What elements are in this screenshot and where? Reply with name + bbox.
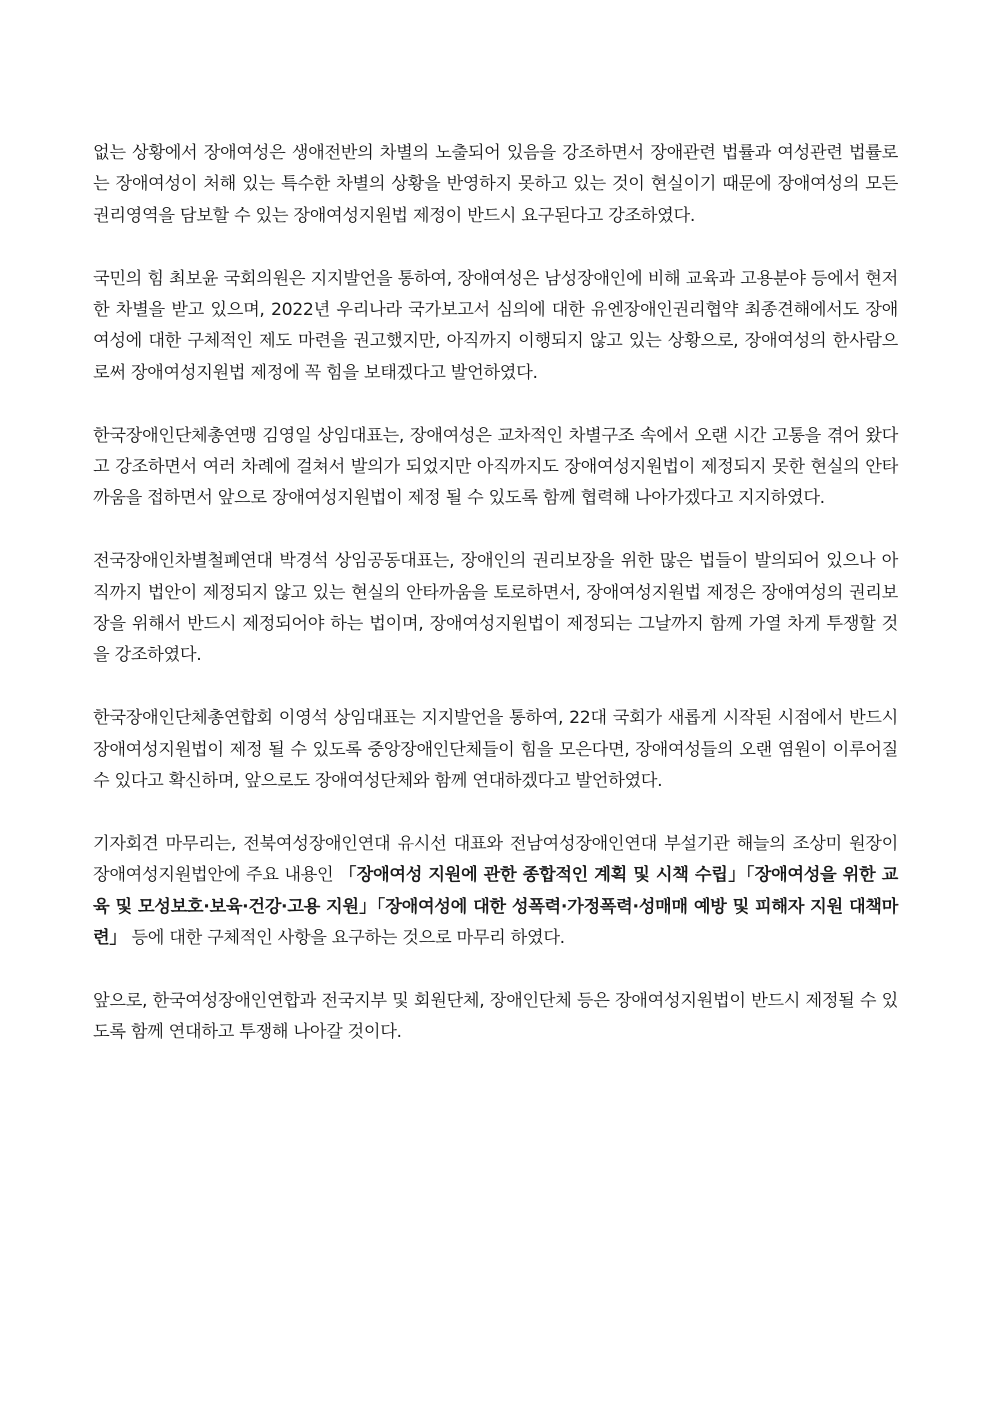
closing-text-post: 등에 대한 구체적인 사항을 요구하는 것으로 마무리 하였다. (126, 928, 565, 949)
paragraph-kim-youngil: 한국장애인단체총연맹 김영일 상임대표는, 장애여성은 교차적인 차별구조 속에서 오랜 시간 고통을 겪어 왔다고 강조하면서 여러 차례에 걸쳐서 발의가 되었지만 아직까지도 장애여성지원법이 제정되지 못한 현실의 안타까움을 접하면서 앞으로 장애여성지원법이 제정 될 수 있도록 함께 협력해 나아가겠다고 지지하였다. (93, 425, 898, 509)
paragraph-closing-remarks (93, 829, 898, 955)
paragraph-choi-boyun: 국민의 힘 최보윤 국회의원은 지지발언을 통하여, 장애여성은 남성장애인에 비해 교육과 고용분야 등에서 현저한 차별을 받고 있으며, 2022년 우리나라 국가보고서 심의에 대한 유엔장애인권리협약 최종견해에서도 장애여성에 대한 구체적인 제도 마련을 권고했지만, 아직까지 이행되지 않고 있는 상황으로, 장애여성의 한사람으로써 장애여성지원법 제정에 꼭 힘을 보태겠다고 발언하였다. (93, 268, 898, 383)
closing-text-pre: 기자회견 마무리는, 전북여성장애인연대 유시선 대표와 전남여성장애인연대 부설기관 해늘의 조상미 원장이 장애여성지원법안에 주요 내용인 (93, 833, 898, 886)
paragraph-future-plan: 앞으로, 한국여성장애인연합과 전국지부 및 회원단체, 장애인단체 등은 장애여성지원법이 반드시 제정될 수 있도록 함께 연대하고 투쟁해 나아갈 것이다. (93, 990, 898, 1043)
closing-text-bold-items: 「장애여성 지원에 관한 종합적인 계획 및 시책 수립」「장애여성을 위한 교육 및 모성보호·보육·건강·고용 지원」「장애여성에 대한 성폭력·가정폭력·성매매 예방 및 피해자 지원 대책마련」 (93, 865, 898, 949)
paragraph-intro-continuation: 없는 상황에서 장애여성은 생애전반의 차별의 노출되어 있음을 강조하면서 장애관련 법률과 여성관련 법률로는 장애여성이 처해 있는 특수한 차별의 상황을 반영하지 못하고 있는 것이 현실이기 때문에 장애여성의 모든 권리영역을 담보할 수 있는 장애여성지원법 제정이 반드시 요구된다고 강조하였다. (93, 143, 898, 226)
document-body (93, 138, 898, 1049)
paragraph-lee-youngseok: 한국장애인단체총연합회 이영석 상임대표는 지지발언을 통하여, 22대 국회가 새롭게 시작된 시점에서 반드시 장애여성지원법이 제정 될 수 있도록 중앙장애인단체들이 힘을 모은다면, 장애여성들의 오랜 염원이 이루어질 수 있다고 확신하며, 앞으로도 장애여성단체와 함께 연대하겠다고 발언하였다. (93, 708, 898, 792)
paragraph-park-kyungseok: 전국장애인차별철폐연대 박경석 상임공동대표는, 장애인의 권리보장을 위한 많은 법들이 발의되어 있으나 아직까지 법안이 제정되지 않고 있는 현실의 안타까움을 토로하면서, 장애여성지원법 제정은 장애여성의 권리보장을 위해서 반드시 제정되어야 하는 법이며, 장애여성지원법이 제정되는 그날까지 함께 가열 차게 투쟁할 것을 강조하였다. (93, 551, 898, 666)
